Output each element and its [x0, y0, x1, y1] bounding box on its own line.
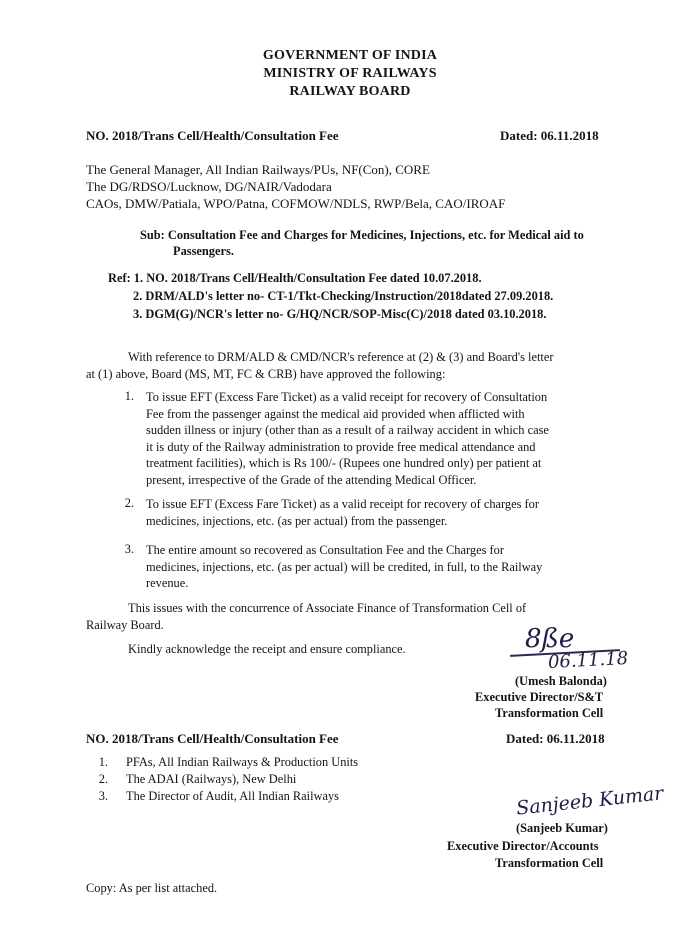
intro-line: With reference to DRM/ALD & CMD/NCR's reference at (2) & (3) and Board's letter: [128, 350, 554, 364]
point-number: 1.: [124, 389, 134, 403]
signatory-unit: Transformation Cell: [495, 856, 604, 870]
letter-date: Dated: 06.11.2018: [500, 128, 599, 143]
point-line: medicines, injections, etc. (as per actual) will be credited, in full, to the Railway: [146, 559, 543, 574]
point-line: sudden illness or injury (other than as a result of a railway accident in which case: [146, 423, 549, 437]
addressee-line: CAOs, DMW/Patiala, WPO/Patna, COFMOW/NDLS, RWP/Bela, CAO/IROAF: [86, 196, 506, 211]
letter-ref-no: NO. 2018/Trans Cell/Health/Consultation Fee: [86, 128, 339, 143]
endorsement-ref-no: NO. 2018/Trans Cell/Health/Consultation Fee: [86, 731, 339, 746]
point-line: treatment facilities), which is Rs 100/- (Rupees one hundred only) per patient at: [146, 456, 542, 470]
intro-line: at (1) above, Board (MS, MT, FC & CRB) have approved the following:: [86, 367, 446, 381]
signatory-name: (Umesh Balonda): [515, 674, 607, 688]
addressee-line: The DG/RDSO/Lucknow, DG/NAIR/Vadodara: [86, 179, 332, 194]
subject-line: Sub: Consultation Fee and Charges for Medicines, Injections, etc. for Medical aid to: [140, 228, 584, 242]
recipient-number: 3.: [98, 789, 108, 803]
endorsement-date: Dated: 06.11.2018: [506, 731, 605, 746]
point-line: To issue EFT (Excess Fare Ticket) as a valid receipt for recovery of charges for: [146, 497, 539, 511]
header-board: RAILWAY BOARD: [289, 84, 411, 99]
handwritten-initials: 8ße: [525, 624, 575, 654]
header-government: GOVERNMENT OF INDIA: [262, 48, 438, 63]
point-line: it is duty of the Railway administration to provide free medical attendance and: [146, 439, 536, 454]
point-line: revenue.: [146, 576, 189, 590]
reference-line: 2. DRM/ALD's letter no- CT-1/Tkt-Checking/Instruction/2018dated 27.09.2018.: [133, 289, 554, 303]
signatory-unit: Transformation Cell: [495, 706, 604, 720]
copy-note: Copy: As per list attached.: [86, 881, 218, 895]
recipient-item: The ADAI (Railways), New Delhi: [126, 772, 297, 786]
signatory-designation: Executive Director/S&T: [475, 690, 604, 704]
recipient-item: PFAs, All Indian Railways & Production Units: [126, 755, 359, 769]
concurrence-line: Railway Board.: [86, 618, 164, 632]
point-line: medicines, injections, etc. (as per actual) from the passenger.: [146, 513, 448, 528]
point-line: Fee from the passenger against the medical aid provided when afflicted with: [146, 406, 525, 421]
point-item: [146, 542, 624, 592]
recipient-number: 1.: [98, 755, 108, 769]
header-ministry: MINISTRY OF RAILWAYS: [263, 66, 437, 81]
subject-line: Passengers.: [173, 244, 234, 258]
point-number: 2.: [124, 496, 134, 510]
point-number: 3.: [124, 542, 134, 556]
point-line: To issue EFT (Excess Fare Ticket) as a valid receipt for recovery of Consultation: [146, 390, 548, 404]
recipient-number: 2.: [98, 772, 108, 786]
reference-line: Ref: 1. NO. 2018/Trans Cell/Health/Consultation Fee dated 10.07.2018.: [108, 271, 482, 285]
signatory-designation: Executive Director/Accounts: [447, 839, 599, 853]
point-line: present, irrespective of the Grade of the attending Medical Officer.: [146, 472, 477, 487]
handwritten-date: 06.11.18: [547, 647, 629, 674]
addressee-line: The General Manager, All Indian Railways/PUs, NF(Con), CORE: [86, 162, 430, 177]
recipient-item: The Director of Audit, All Indian Railways: [126, 789, 340, 803]
point-line: The entire amount so recovered as Consultation Fee and the Charges for: [146, 543, 504, 557]
point-item: [146, 496, 624, 529]
acknowledge-line: Kindly acknowledge the receipt and ensure compliance.: [128, 642, 406, 656]
signatory-name: (Sanjeeb Kumar): [516, 821, 608, 835]
concurrence-line: This issues with the concurrence of Associate Finance of Transformation Cell of: [128, 601, 527, 615]
handwritten-signature: Sanjeeb Kumar: [515, 782, 665, 820]
point-item: [146, 389, 624, 488]
reference-line: 3. DGM(G)/NCR's letter no- G/HQ/NCR/SOP-Misc(C)/2018 dated 03.10.2018.: [133, 307, 547, 321]
